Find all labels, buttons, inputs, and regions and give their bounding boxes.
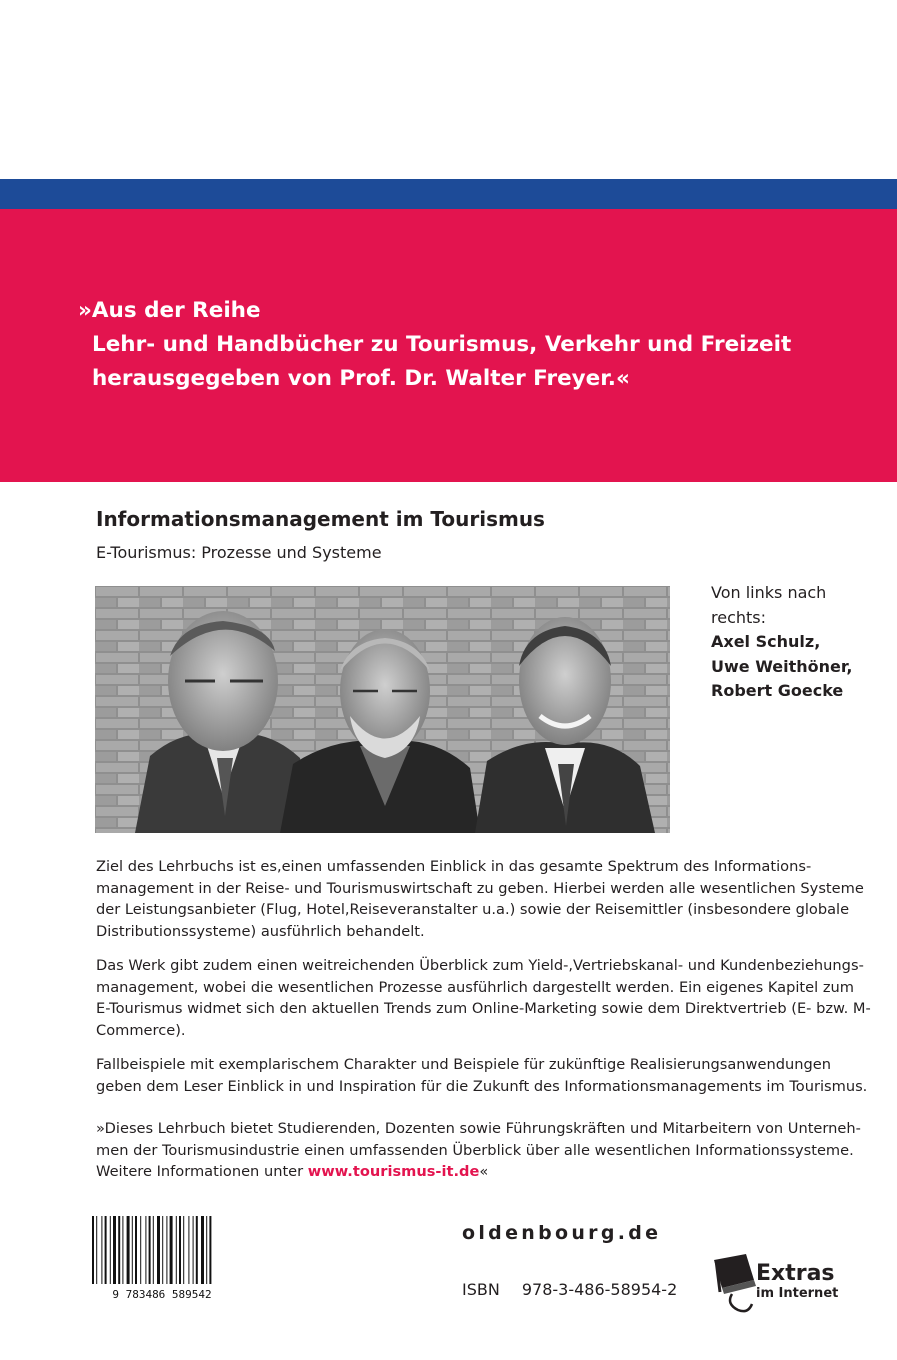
photo-caption [711, 581, 881, 704]
barcode-bar [196, 1216, 198, 1284]
blurb-paragraph-1: Ziel des Lehrbuchs ist es,einen umfassenden Einblick in das gesamte Spektrum des Informationsmanagement in der Reise- und Tourismuswirtschaft zu geben. Hierbei werden alle wesentlichen Systeme der Leistungsanbieter (Flug, Hotel,Reiseveranstalter u.a.) sowie der Reisemittler (insbesondere globale Distributionssysteme) ausführlich behandelt. [96, 858, 864, 940]
quote-text: »Dieses Lehrbuch bietet Studierenden, Dozenten sowie Führungskräften und Mitarbeitern von Unternehmen der Tourismusindustrie einen umfassenden Überblick über alle wesentlichen Informationssysteme. Weitere Informationen unter [96, 1120, 861, 1180]
barcode-bar [162, 1216, 163, 1284]
series-line-1: »Aus der Reihe [78, 298, 261, 323]
barcode-bar [193, 1216, 194, 1284]
extras-line-2: im Internet [756, 1286, 839, 1301]
quote-end: « [479, 1163, 489, 1180]
barcode-bar [135, 1216, 137, 1284]
barcode-bar [201, 1216, 204, 1284]
barcode-bar [113, 1216, 116, 1284]
extras-line-1: Extras [756, 1261, 835, 1286]
barcode-bar [92, 1216, 94, 1284]
barcode-bar [170, 1216, 173, 1284]
barcode-bar [105, 1216, 107, 1284]
barcode-bar [166, 1216, 167, 1284]
barcode-bar [149, 1216, 151, 1284]
barcode-bar [122, 1216, 123, 1284]
caption-intro: Von links nach rechts: [711, 583, 827, 627]
barcode-bar [110, 1216, 111, 1284]
top-blue-stripe [0, 179, 897, 209]
blurb-quote [96, 1118, 871, 1183]
caption-name-2: Uwe Weithöner, [711, 656, 853, 676]
blurb-paragraph-3: Fallbeispiele mit exemplarischem Charakter und Beispiele für zukünftige Realisierungsanwendungen geben dem Leser Einblick in und Inspiration für die Zukunft des Informationsmanagements im Tourismus. [96, 1056, 868, 1095]
series-note [78, 294, 791, 396]
barcode-bar [96, 1216, 97, 1284]
barcode-bar [118, 1216, 120, 1284]
website-link[interactable]: www.tourismus-it.de [307, 1163, 480, 1180]
isbn-line [462, 1280, 677, 1299]
book-title: Informationsmanagement im Tourismus [96, 507, 545, 531]
series-line-2: Lehr- und Handbücher zu Tourismus, Verkehr und Freizeit [92, 332, 792, 357]
barcode-bar [140, 1216, 141, 1284]
isbn-barcode [86, 1214, 239, 1300]
barcode-bar [101, 1216, 102, 1284]
barcode-bar [206, 1216, 207, 1284]
book-subtitle: E-Tourismus: Prozesse und Systeme [96, 543, 382, 562]
isbn-number: 978-3-486-58954-2 [521, 1280, 678, 1299]
barcode-bar [188, 1216, 189, 1284]
barcode-digits: 9 783486 589542 [112, 1288, 212, 1300]
barcode-bar [145, 1216, 146, 1284]
barcode-bar [153, 1216, 154, 1284]
blurb-paragraph-2: Das Werk gibt zudem einen weitreichenden Überblick zum Yield-,Vertriebskanal- und Kundenbeziehungsmanagement, wobei die wesentlichen Prozesse ausführlich dargestellt werden. Ein eigenes Kapitel zum E-Tourismus widmet sich den aktuellen Trends zum Online-Marketing sowie dem Direktvertrieb (E- bzw. M-Commerce). [96, 957, 871, 1039]
caption-name-3: Robert Goecke [711, 681, 844, 700]
authors-photo [95, 586, 670, 833]
caption-name-1: Axel Schulz, [711, 632, 821, 651]
barcode-bar [127, 1216, 130, 1284]
barcode-bar [183, 1216, 184, 1284]
series-line-3: herausgegeben von Prof. Dr. Walter Freyer.« [92, 366, 630, 391]
barcode-bar [132, 1216, 133, 1284]
publisher-name: oldenbourg.de [462, 1222, 662, 1244]
barcode-bar [157, 1216, 160, 1284]
isbn-label: ISBN [462, 1280, 500, 1299]
barcode-bar [209, 1216, 211, 1284]
barcode-bar [179, 1216, 181, 1284]
barcode-bar [176, 1216, 177, 1284]
blurb [96, 856, 871, 1196]
extras-badge [756, 1263, 838, 1300]
